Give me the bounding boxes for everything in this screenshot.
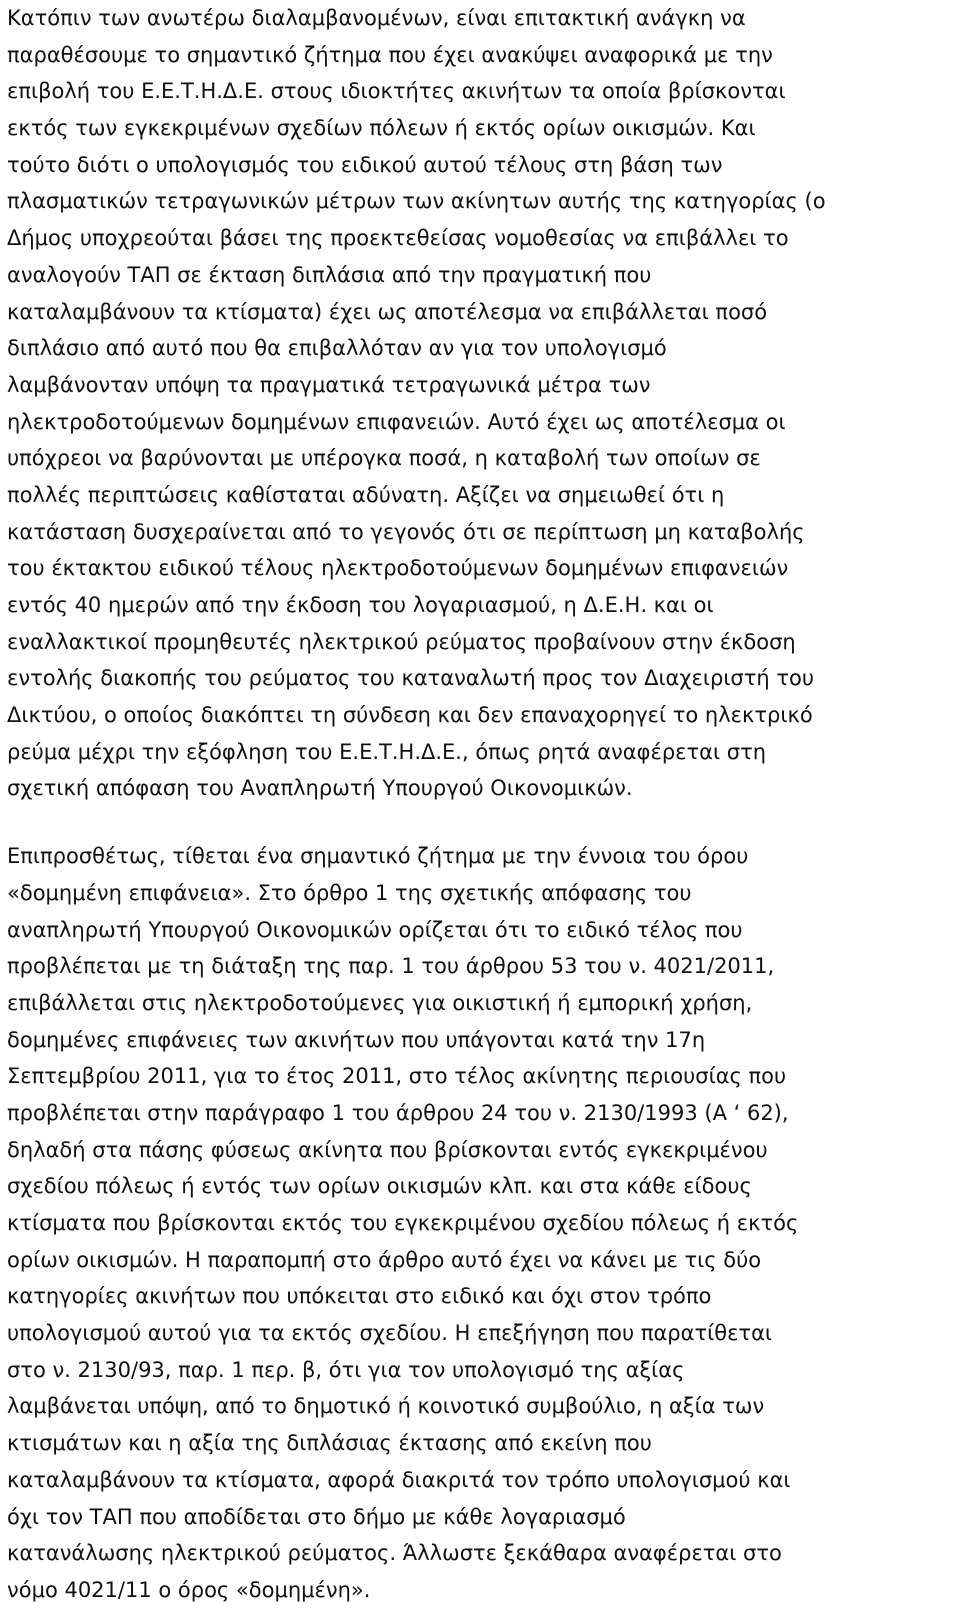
text-line: επιβάλλεται στις ηλεκτροδοτούμενες για οικιστική ή εμπορική χρήση, [7, 990, 753, 1015]
text-line: υπολογισμού αυτού για τα εκτός σχεδίου. Η επεξήγηση που παρατίθεται [7, 1321, 773, 1346]
text-line: υπόχρεοι να βαρύνονται με υπέρογκα ποσά, η καταβολή των οποίων σε [7, 446, 761, 471]
text-line: ορίων οικισμών. Η παραπομπή στο άρθρο αυτό έχει να κάνει με τις δύο [7, 1247, 762, 1272]
text-line: κατηγορίες ακινήτων που υπόκειται στο ειδικό και όχι στον τρόπο [7, 1284, 712, 1309]
text-line: εναλλακτικοί προμηθευτές ηλεκτρικού ρεύματος προβαίνουν στην έκδοση [7, 629, 796, 654]
text-line: διπλάσιο από αυτό που θα επιβαλλόταν αν για τον υπολογισμό [7, 336, 667, 361]
text-line: προβλέπεται στην παράγραφο 1 του άρθρου 24 του ν. 2130/1993 (Α ‘ 62), [7, 1100, 789, 1125]
text-line: Κατόπιν των ανωτέρω διαλαμβανομένων, είναι επιτακτική ανάγκη να [7, 6, 746, 30]
text-line: εντός 40 ημερών από την έκδοση του λογαριασμού, η Δ.Ε.Η. και οι [7, 593, 714, 617]
paragraph-2 [7, 838, 952, 1608]
text-line: σχεδίου πόλεως ή εντός των ορίων οικισμών κλπ. και στα κάθε είδους [7, 1174, 752, 1199]
text-line: παραθέσουμε το σημαντικό ζήτημα που έχει ανακύψει αναφορικά με την [7, 42, 773, 67]
text-line: καταλαμβάνουν τα κτίσματα, αφορά διακριτά τον τρόπο υπολογισμού και [7, 1467, 791, 1492]
text-line: δηλαδή στα πάσης φύσεως ακίνητα που βρίσκονται εντός εγκεκριμένου [7, 1137, 768, 1162]
text-line: Δικτύου, ο οποίος διακόπτει τη σύνδεση και δεν επαναχορηγεί το ηλεκτρικό [7, 703, 813, 728]
text-line: στο ν. 2130/93, παρ. 1 περ. β, ότι για τον υπολογισμό της αξίας [7, 1357, 685, 1382]
text-line: αναλογούν ΤΑΠ σε έκταση διπλάσια από την πραγματική που [7, 262, 652, 287]
text-line: αναπληρωτή Υπουργού Οικονομικών ορίζεται ότι το ειδικό τέλος που [7, 917, 743, 942]
text-line: εκτός των εγκεκριμένων σχεδίων πόλεων ή εκτός ορίων οικισμών. Και [7, 116, 756, 141]
text-line: ηλεκτροδοτούμενων δομημένων επιφανειών. Αυτό έχει ως αποτέλεσμα οι [7, 409, 786, 434]
paragraph-gap [7, 807, 952, 838]
text-line: Επιπροσθέτως, τίθεται ένα σημαντικό ζήτημα με την έννοια του όρου [7, 844, 749, 869]
text-line: εντολής διακοπής του ρεύματος του καταναλωτή προς τον Διαχειριστή του [7, 666, 815, 691]
text-line: όχι τον ΤΑΠ που αποδίδεται στο δήμο με κάθε λογαριασμό [7, 1504, 626, 1529]
text-line: πλασματικών τετραγωνικών μέτρων των ακίνητων αυτής της κατηγορίας (ο [7, 189, 826, 214]
text-line: κατάσταση δυσχεραίνεται από το γεγονός ότι σε περίπτωση μη καταβολής [7, 519, 805, 544]
text-line: σχετική απόφαση του Αναπληρωτή Υπουργού Οικονομικών. [7, 776, 633, 801]
text-line: λαμβάνεται υπόψη, από το δημοτικό ή κοινοτικό συμβούλιο, η αξία των [7, 1394, 765, 1419]
text-line: Σεπτεμβρίου 2011, για το έτος 2011, στο τέλος ακίνητης περιουσίας που [7, 1064, 787, 1089]
text-line: πολλές περιπτώσεις καθίσταται αδύνατη. Αξίζει να σημειωθεί ότι η [7, 482, 725, 507]
text-line: ρεύμα μέχρι την εξόφληση του Ε.Ε.Τ.Η.Δ.Ε., όπως ρητά αναφέρεται στη [7, 739, 767, 764]
text-line: προβλέπεται με τη διάταξη της παρ. 1 του άρθρου 53 του ν. 4021/2011, [7, 954, 775, 979]
text-line: επιβολή του Ε.Ε.Τ.Η.Δ.Ε. στους ιδιοκτήτες ακινήτων τα οποία βρίσκονται [7, 79, 786, 104]
text-line: του έκτακτου ειδικού τέλους ηλεκτροδοτούμενων δομημένων επιφανειών [7, 556, 789, 581]
text-line: νόμο 4021/11 ο όρος «δομημένη». [7, 1577, 371, 1602]
text-line: κτίσματα που βρίσκονται εκτός του εγκεκριμένου σχεδίου πόλεως ή εκτός [7, 1211, 799, 1235]
text-line: δομημένες επιφάνειες των ακινήτων που υπάγονται κατά την 17η [7, 1027, 706, 1052]
text-line: λαμβάνονταν υπόψη τα πραγματικά τετραγωνικά μέτρα των [7, 372, 651, 397]
text-line: κατανάλωσης ηλεκτρικού ρεύματος. Άλλωστε ξεκάθαρα αναφέρεται στο [7, 1541, 782, 1566]
text-line: τούτο διότι ο υπολογισμός του ειδικού αυτού τέλους στη βάση των [7, 152, 723, 177]
paragraph-1 [7, 0, 952, 807]
text-line: καταλαμβάνουν τα κτίσματα) έχει ως αποτέλεσμα να επιβάλλεται ποσό [7, 299, 768, 324]
text-line: Δήμος υποχρεούται βάσει της προεκτεθείσας νομοθεσίας να επιβάλλει το [7, 226, 789, 251]
text-line: κτισμάτων και η αξία της διπλάσιας έκτασης από εκείνη που [7, 1431, 652, 1456]
text-line: «δομημένη επιφάνεια». Στο όρθρο 1 της σχετικής απόφασης του [7, 880, 692, 905]
